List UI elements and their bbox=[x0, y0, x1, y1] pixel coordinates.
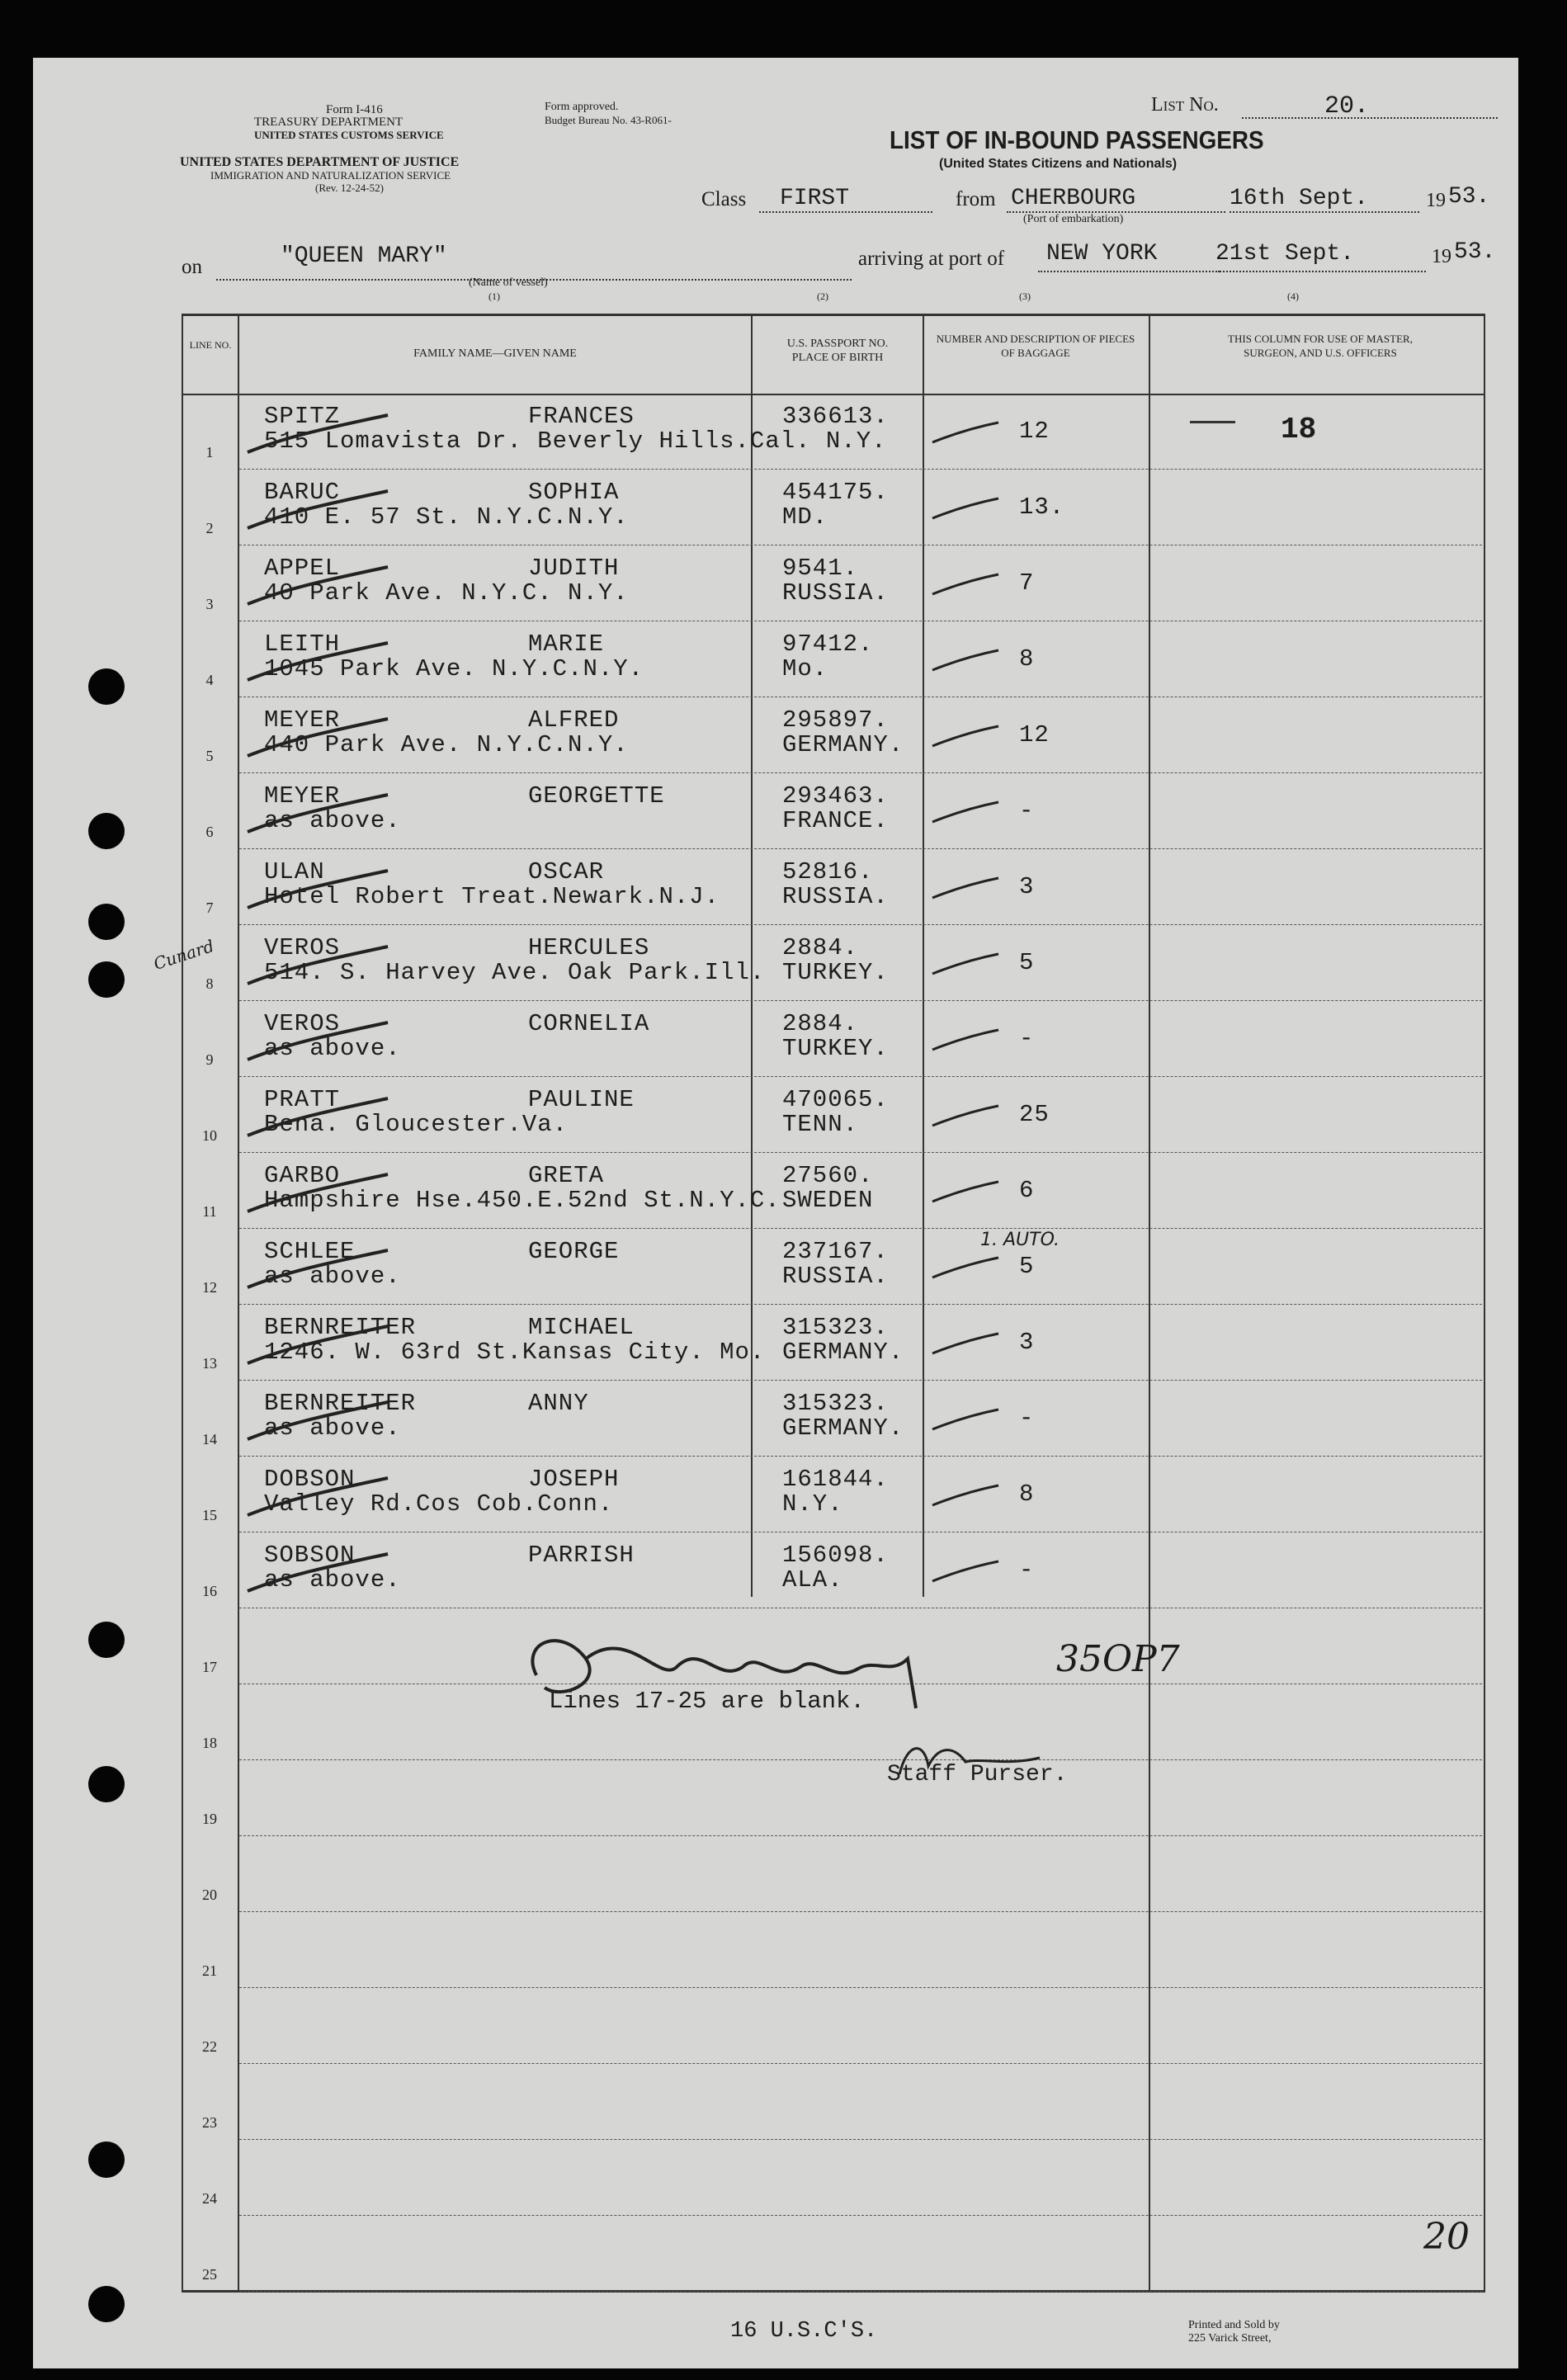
address: as above. bbox=[264, 1263, 401, 1290]
check-mark bbox=[928, 797, 1003, 830]
col-header-officers: THIS COLUMN FOR USE OF MASTER, SURGEON, AND U.S. OFFICERS bbox=[1228, 333, 1413, 359]
document-page bbox=[33, 58, 1518, 2368]
on-label: on bbox=[182, 256, 202, 278]
place-of-birth: GERMANY. bbox=[782, 1339, 904, 1366]
name-col-border bbox=[751, 314, 753, 1597]
line-number: 16 bbox=[202, 1583, 217, 1599]
place-of-birth: N.Y. bbox=[782, 1490, 843, 1518]
place-of-birth: TENN. bbox=[782, 1111, 859, 1138]
punch-hole bbox=[88, 668, 125, 705]
vessel-col-num: (1) bbox=[489, 290, 500, 302]
address: as above. bbox=[264, 1566, 401, 1594]
line-number: 24 bbox=[202, 2190, 217, 2207]
check-mark bbox=[239, 487, 404, 536]
purser-signature bbox=[891, 1733, 1056, 1783]
family-name: APPEL bbox=[264, 555, 341, 582]
staff-purser: Staff Purser. bbox=[887, 1762, 1068, 1787]
family-name: GARBO bbox=[264, 1162, 341, 1189]
row-divider bbox=[239, 1000, 1482, 1001]
check-mark bbox=[928, 1329, 1003, 1362]
check-mark bbox=[928, 493, 1003, 527]
line-number: 10 bbox=[202, 1127, 217, 1144]
signature bbox=[512, 1609, 1007, 1733]
check-mark bbox=[928, 1556, 1003, 1589]
list-no-line bbox=[1242, 117, 1498, 119]
punch-hole bbox=[88, 1766, 125, 1802]
class-line bbox=[759, 211, 932, 213]
row-divider bbox=[239, 1304, 1482, 1305]
check-mark bbox=[239, 1170, 404, 1220]
line-number: 11 bbox=[202, 1203, 217, 1220]
col-header-line-no: LINE NO. bbox=[189, 339, 232, 351]
list-no-label: List No. bbox=[1151, 94, 1219, 116]
family-name: DOBSON bbox=[264, 1466, 356, 1493]
passport-number: 156098. bbox=[782, 1542, 889, 1569]
punch-hole bbox=[88, 961, 125, 998]
passport-number: 2884. bbox=[782, 934, 859, 961]
table-header-border bbox=[182, 394, 1485, 395]
line-number: 1 bbox=[205, 444, 214, 460]
check-mark bbox=[928, 1025, 1003, 1058]
line-number: 8 bbox=[205, 975, 214, 992]
table-left-border bbox=[182, 314, 183, 2293]
row-divider bbox=[239, 2063, 1482, 2064]
baggage-count: 6 bbox=[1019, 1177, 1035, 1204]
given-name: GEORGETTE bbox=[528, 782, 665, 810]
given-name: MARIE bbox=[528, 630, 605, 658]
list-no-value: 20. bbox=[1324, 92, 1370, 120]
form-number: Form I-416 bbox=[326, 103, 383, 116]
check-mark bbox=[239, 639, 404, 688]
family-name: ULAN bbox=[264, 858, 325, 885]
given-name: SOPHIA bbox=[528, 479, 620, 506]
row-divider bbox=[239, 924, 1482, 925]
line-number: 3 bbox=[205, 596, 214, 612]
col-header-baggage: NUMBER AND DESCRIPTION OF PIECES OF BAGGAGE bbox=[936, 333, 1135, 359]
address: as above. bbox=[264, 807, 401, 834]
passport-number: 315323. bbox=[782, 1390, 889, 1417]
address: Bena. Gloucester.Va. bbox=[264, 1111, 569, 1138]
check-mark bbox=[239, 942, 404, 992]
line-number: 21 bbox=[202, 1962, 217, 1979]
check-mark bbox=[239, 715, 404, 764]
document-title: LIST OF IN-BOUND PASSENGERS bbox=[890, 125, 1264, 154]
row-divider bbox=[239, 1228, 1482, 1229]
passport-number: 52816. bbox=[782, 858, 874, 885]
passport-number: 161844. bbox=[782, 1466, 889, 1493]
baggage-col-border bbox=[1149, 314, 1150, 2293]
from-value: CHERBOURG bbox=[1011, 186, 1136, 211]
check-mark bbox=[928, 949, 1003, 982]
punch-hole bbox=[88, 1622, 125, 1658]
place-of-birth: RUSSIA. bbox=[782, 1263, 889, 1290]
passport-number: 97412. bbox=[782, 630, 874, 658]
col-header-name: FAMILY NAME—GIVEN NAME bbox=[413, 347, 577, 360]
family-name: BARUC bbox=[264, 479, 341, 506]
year-prefix-arrive: 19 bbox=[1432, 246, 1451, 267]
check-mark bbox=[239, 1322, 404, 1372]
line-number: 23 bbox=[202, 2114, 217, 2131]
given-name: MICHAEL bbox=[528, 1314, 635, 1341]
given-name: ANNY bbox=[528, 1390, 589, 1417]
place-of-birth: GERMANY. bbox=[782, 1414, 904, 1442]
year-embark: 53. bbox=[1448, 184, 1490, 210]
address: 515 Lomavista Dr. Beverly Hills.Cal. N.Y. bbox=[264, 427, 887, 455]
check-mark bbox=[239, 1246, 404, 1296]
port-line bbox=[1038, 271, 1220, 272]
check-mark bbox=[239, 1550, 404, 1599]
given-name: OSCAR bbox=[528, 858, 605, 885]
place-of-birth: RUSSIA. bbox=[782, 883, 889, 910]
document-subtitle: (United States Citizens and Nationals) bbox=[939, 157, 1178, 171]
line-number: 14 bbox=[202, 1431, 217, 1447]
line-number: 7 bbox=[205, 900, 214, 916]
check-mark bbox=[239, 791, 404, 840]
vessel-name: "QUEEN MARY" bbox=[281, 243, 447, 269]
baggage-count: 13. bbox=[1019, 493, 1065, 521]
budget-bureau: Budget Bureau No. 43-R061- bbox=[545, 114, 672, 126]
treasury-dept: TREASURY DEPARTMENT bbox=[254, 116, 404, 129]
address: 1246. W. 63rd St.Kansas City. Mo. bbox=[264, 1339, 766, 1366]
ins-service: IMMIGRATION AND NATURALIZATION SERVICE bbox=[210, 169, 451, 182]
address: 440 Park Ave. N.Y.C.N.Y. bbox=[264, 731, 629, 758]
check-mark bbox=[928, 1480, 1003, 1513]
check-mark bbox=[239, 411, 404, 460]
address: 40 Park Ave. N.Y.C. N.Y. bbox=[264, 579, 629, 607]
check-mark bbox=[928, 721, 1003, 754]
passport-number: 470065. bbox=[782, 1086, 889, 1113]
address: 1045 Park Ave. N.Y.C.N.Y. bbox=[264, 655, 644, 682]
footer-code: 16 U.S.C'S. bbox=[730, 2319, 878, 2344]
given-name: ALFRED bbox=[528, 706, 620, 734]
check-mark bbox=[928, 569, 1003, 602]
baggage-count: - bbox=[1019, 1556, 1035, 1584]
place-of-birth: ALA. bbox=[782, 1566, 843, 1594]
given-name: HERCULES bbox=[528, 934, 650, 961]
line-number: 25 bbox=[202, 2266, 217, 2283]
passport-number: 237167. bbox=[782, 1238, 889, 1265]
date-arrive: 21st Sept. bbox=[1215, 241, 1355, 267]
baggage-count: - bbox=[1019, 797, 1035, 824]
line-number: 18 bbox=[202, 1735, 217, 1751]
margin-note: Cunard bbox=[151, 935, 217, 975]
family-name: VEROS bbox=[264, 1010, 341, 1037]
line-number: 22 bbox=[202, 2038, 217, 2055]
line-number: 13 bbox=[202, 1355, 217, 1372]
check-mark bbox=[928, 1101, 1003, 1134]
baggage-count: - bbox=[1019, 1025, 1035, 1052]
check-mark bbox=[928, 873, 1003, 906]
given-name: PARRISH bbox=[528, 1542, 635, 1569]
check-mark bbox=[239, 1094, 404, 1144]
customs-service: UNITED STATES CUSTOMS SERVICE bbox=[254, 129, 444, 141]
check-mark bbox=[928, 1177, 1003, 1210]
check-mark bbox=[239, 1474, 404, 1523]
passport-number: 9541. bbox=[782, 555, 859, 582]
row-divider bbox=[239, 1076, 1482, 1077]
class-label: Class bbox=[701, 188, 747, 210]
table-top-border bbox=[182, 314, 1485, 316]
family-name: SOBSON bbox=[264, 1542, 356, 1569]
baggage-count: 12 bbox=[1019, 418, 1050, 445]
place-of-birth: TURKEY. bbox=[782, 1035, 889, 1062]
place-of-birth: Mo. bbox=[782, 655, 828, 682]
row-divider bbox=[239, 1759, 1482, 1760]
family-name: BERNREITER bbox=[264, 1390, 417, 1417]
row-divider bbox=[239, 1456, 1482, 1457]
family-name: VEROS bbox=[264, 934, 341, 961]
col-num-2: (2) bbox=[817, 290, 828, 302]
baggage-count: - bbox=[1019, 1405, 1035, 1432]
form-approved: Form approved. bbox=[545, 101, 619, 113]
blank-lines-note: Lines 17-25 are blank. bbox=[549, 1688, 865, 1715]
family-name: MEYER bbox=[264, 706, 341, 734]
col-header-passport: U.S. PASSPORT NO. PLACE OF BIRTH bbox=[786, 338, 889, 364]
baggage-count: 8 bbox=[1019, 1480, 1035, 1508]
row-divider bbox=[239, 1987, 1482, 1988]
year-arrive: 53. bbox=[1454, 239, 1496, 265]
justice-dept: UNITED STATES DEPARTMENT OF JUSTICE bbox=[180, 155, 460, 169]
place-of-birth: SWEDEN bbox=[782, 1187, 874, 1214]
address: Hotel Robert Treat.Newark.N.J. bbox=[264, 883, 720, 910]
family-name: MEYER bbox=[264, 782, 341, 810]
passport-number: 295897. bbox=[782, 706, 889, 734]
officer-mark: 18 bbox=[1281, 413, 1317, 446]
arriving-label: arriving at port of bbox=[858, 248, 1005, 270]
family-name: SPITZ bbox=[264, 403, 341, 430]
date-embark: 16th Sept. bbox=[1230, 186, 1369, 211]
address: Hampshire Hse.450.E.52nd St.N.Y.C. bbox=[264, 1187, 781, 1214]
line-number: 9 bbox=[205, 1051, 214, 1068]
address: as above. bbox=[264, 1035, 401, 1062]
line-number: 20 bbox=[202, 1887, 217, 1903]
table-right-border bbox=[1484, 314, 1485, 2293]
corner-number: 20 bbox=[1423, 2216, 1470, 2258]
officer-mark-dash bbox=[1190, 421, 1235, 423]
row-divider bbox=[239, 1152, 1482, 1153]
given-name: GRETA bbox=[528, 1162, 605, 1189]
address: 410 E. 57 St. N.Y.C.N.Y. bbox=[264, 503, 629, 531]
row-divider bbox=[239, 848, 1482, 849]
line-number: 4 bbox=[205, 672, 214, 688]
row-divider bbox=[239, 2291, 1482, 2292]
revision-date: (Rev. 12-24-52) bbox=[315, 182, 384, 194]
passport-number: 27560. bbox=[782, 1162, 874, 1189]
year-prefix: 19 bbox=[1426, 190, 1446, 211]
line-number: 5 bbox=[205, 748, 214, 764]
date-embark-line bbox=[1230, 211, 1419, 213]
punch-hole bbox=[88, 2286, 125, 2322]
passport-number: 336613. bbox=[782, 403, 889, 430]
check-mark bbox=[239, 1398, 404, 1447]
place-of-birth: RUSSIA. bbox=[782, 579, 889, 607]
punch-hole bbox=[88, 904, 125, 940]
line-number: 17 bbox=[202, 1659, 217, 1675]
given-name: PAULINE bbox=[528, 1086, 635, 1113]
line-number: 15 bbox=[202, 1507, 217, 1523]
passport-number: 454175. bbox=[782, 479, 889, 506]
vessel-note: (Name of vessel) bbox=[469, 276, 548, 289]
baggage-count: 7 bbox=[1019, 569, 1035, 597]
given-name: JUDITH bbox=[528, 555, 620, 582]
baggage-count: 25 bbox=[1019, 1101, 1050, 1128]
family-name: LEITH bbox=[264, 630, 341, 658]
check-mark bbox=[239, 1018, 404, 1068]
place-of-birth: MD. bbox=[782, 503, 828, 531]
row-divider bbox=[239, 772, 1482, 773]
check-mark bbox=[239, 867, 404, 916]
address: 514. S. Harvey Ave. Oak Park.Ill. bbox=[264, 959, 766, 986]
date-arrive-line bbox=[1215, 271, 1426, 272]
baggage-count: 8 bbox=[1019, 645, 1035, 673]
line-number: 6 bbox=[205, 824, 214, 840]
passport-number: 2884. bbox=[782, 1010, 859, 1037]
embark-note: (Port of embarkation) bbox=[1023, 213, 1124, 225]
from-label: from bbox=[956, 188, 996, 210]
class-value: FIRST bbox=[780, 186, 850, 211]
row-divider bbox=[239, 1911, 1482, 1912]
baggage-count: 12 bbox=[1019, 721, 1050, 748]
check-mark bbox=[928, 418, 1003, 451]
punch-hole bbox=[88, 2142, 125, 2178]
given-name: JOSEPH bbox=[528, 1466, 620, 1493]
line-number: 2 bbox=[205, 520, 214, 536]
family-name: BERNREITER bbox=[264, 1314, 417, 1341]
check-mark bbox=[928, 1253, 1003, 1286]
row-divider bbox=[239, 1835, 1482, 1836]
check-mark bbox=[928, 645, 1003, 678]
baggage-count: 3 bbox=[1019, 873, 1035, 900]
address: Valley Rd.Cos Cob.Conn. bbox=[264, 1490, 614, 1518]
passport-number: 293463. bbox=[782, 782, 889, 810]
printer-address: 225 Varick Street, bbox=[1188, 2332, 1272, 2345]
place-of-birth: TURKEY. bbox=[782, 959, 889, 986]
place-of-birth: GERMANY. bbox=[782, 731, 904, 758]
check-mark bbox=[239, 563, 404, 612]
passport-number: 315323. bbox=[782, 1314, 889, 1341]
handwritten-count: 35OP7 bbox=[1056, 1638, 1180, 1680]
given-name: FRANCES bbox=[528, 403, 635, 430]
row-divider bbox=[239, 2215, 1482, 2216]
given-name: CORNELIA bbox=[528, 1010, 650, 1037]
row-divider bbox=[239, 1380, 1482, 1381]
place-of-birth: FRANCE. bbox=[782, 807, 889, 834]
punch-hole bbox=[88, 813, 125, 849]
col-num-4: (4) bbox=[1287, 290, 1299, 302]
check-mark bbox=[928, 1405, 1003, 1438]
passport-col-border bbox=[923, 314, 924, 1597]
row-divider bbox=[239, 2139, 1482, 2140]
given-name: GEORGE bbox=[528, 1238, 620, 1265]
family-name: SCHLEE bbox=[264, 1238, 356, 1265]
line-number: 19 bbox=[202, 1811, 217, 1827]
auto-note: 1. AUTO. bbox=[980, 1230, 1060, 1250]
arrival-port: NEW YORK bbox=[1046, 241, 1158, 267]
baggage-count: 5 bbox=[1019, 949, 1035, 976]
printer-note: Printed and Sold by bbox=[1188, 2319, 1280, 2331]
address: as above. bbox=[264, 1414, 401, 1442]
baggage-count: 5 bbox=[1019, 1253, 1035, 1280]
baggage-count: 3 bbox=[1019, 1329, 1035, 1356]
line-number: 12 bbox=[202, 1279, 217, 1296]
col-num-3: (3) bbox=[1019, 290, 1031, 302]
row-divider bbox=[239, 469, 1482, 470]
family-name: PRATT bbox=[264, 1086, 341, 1113]
